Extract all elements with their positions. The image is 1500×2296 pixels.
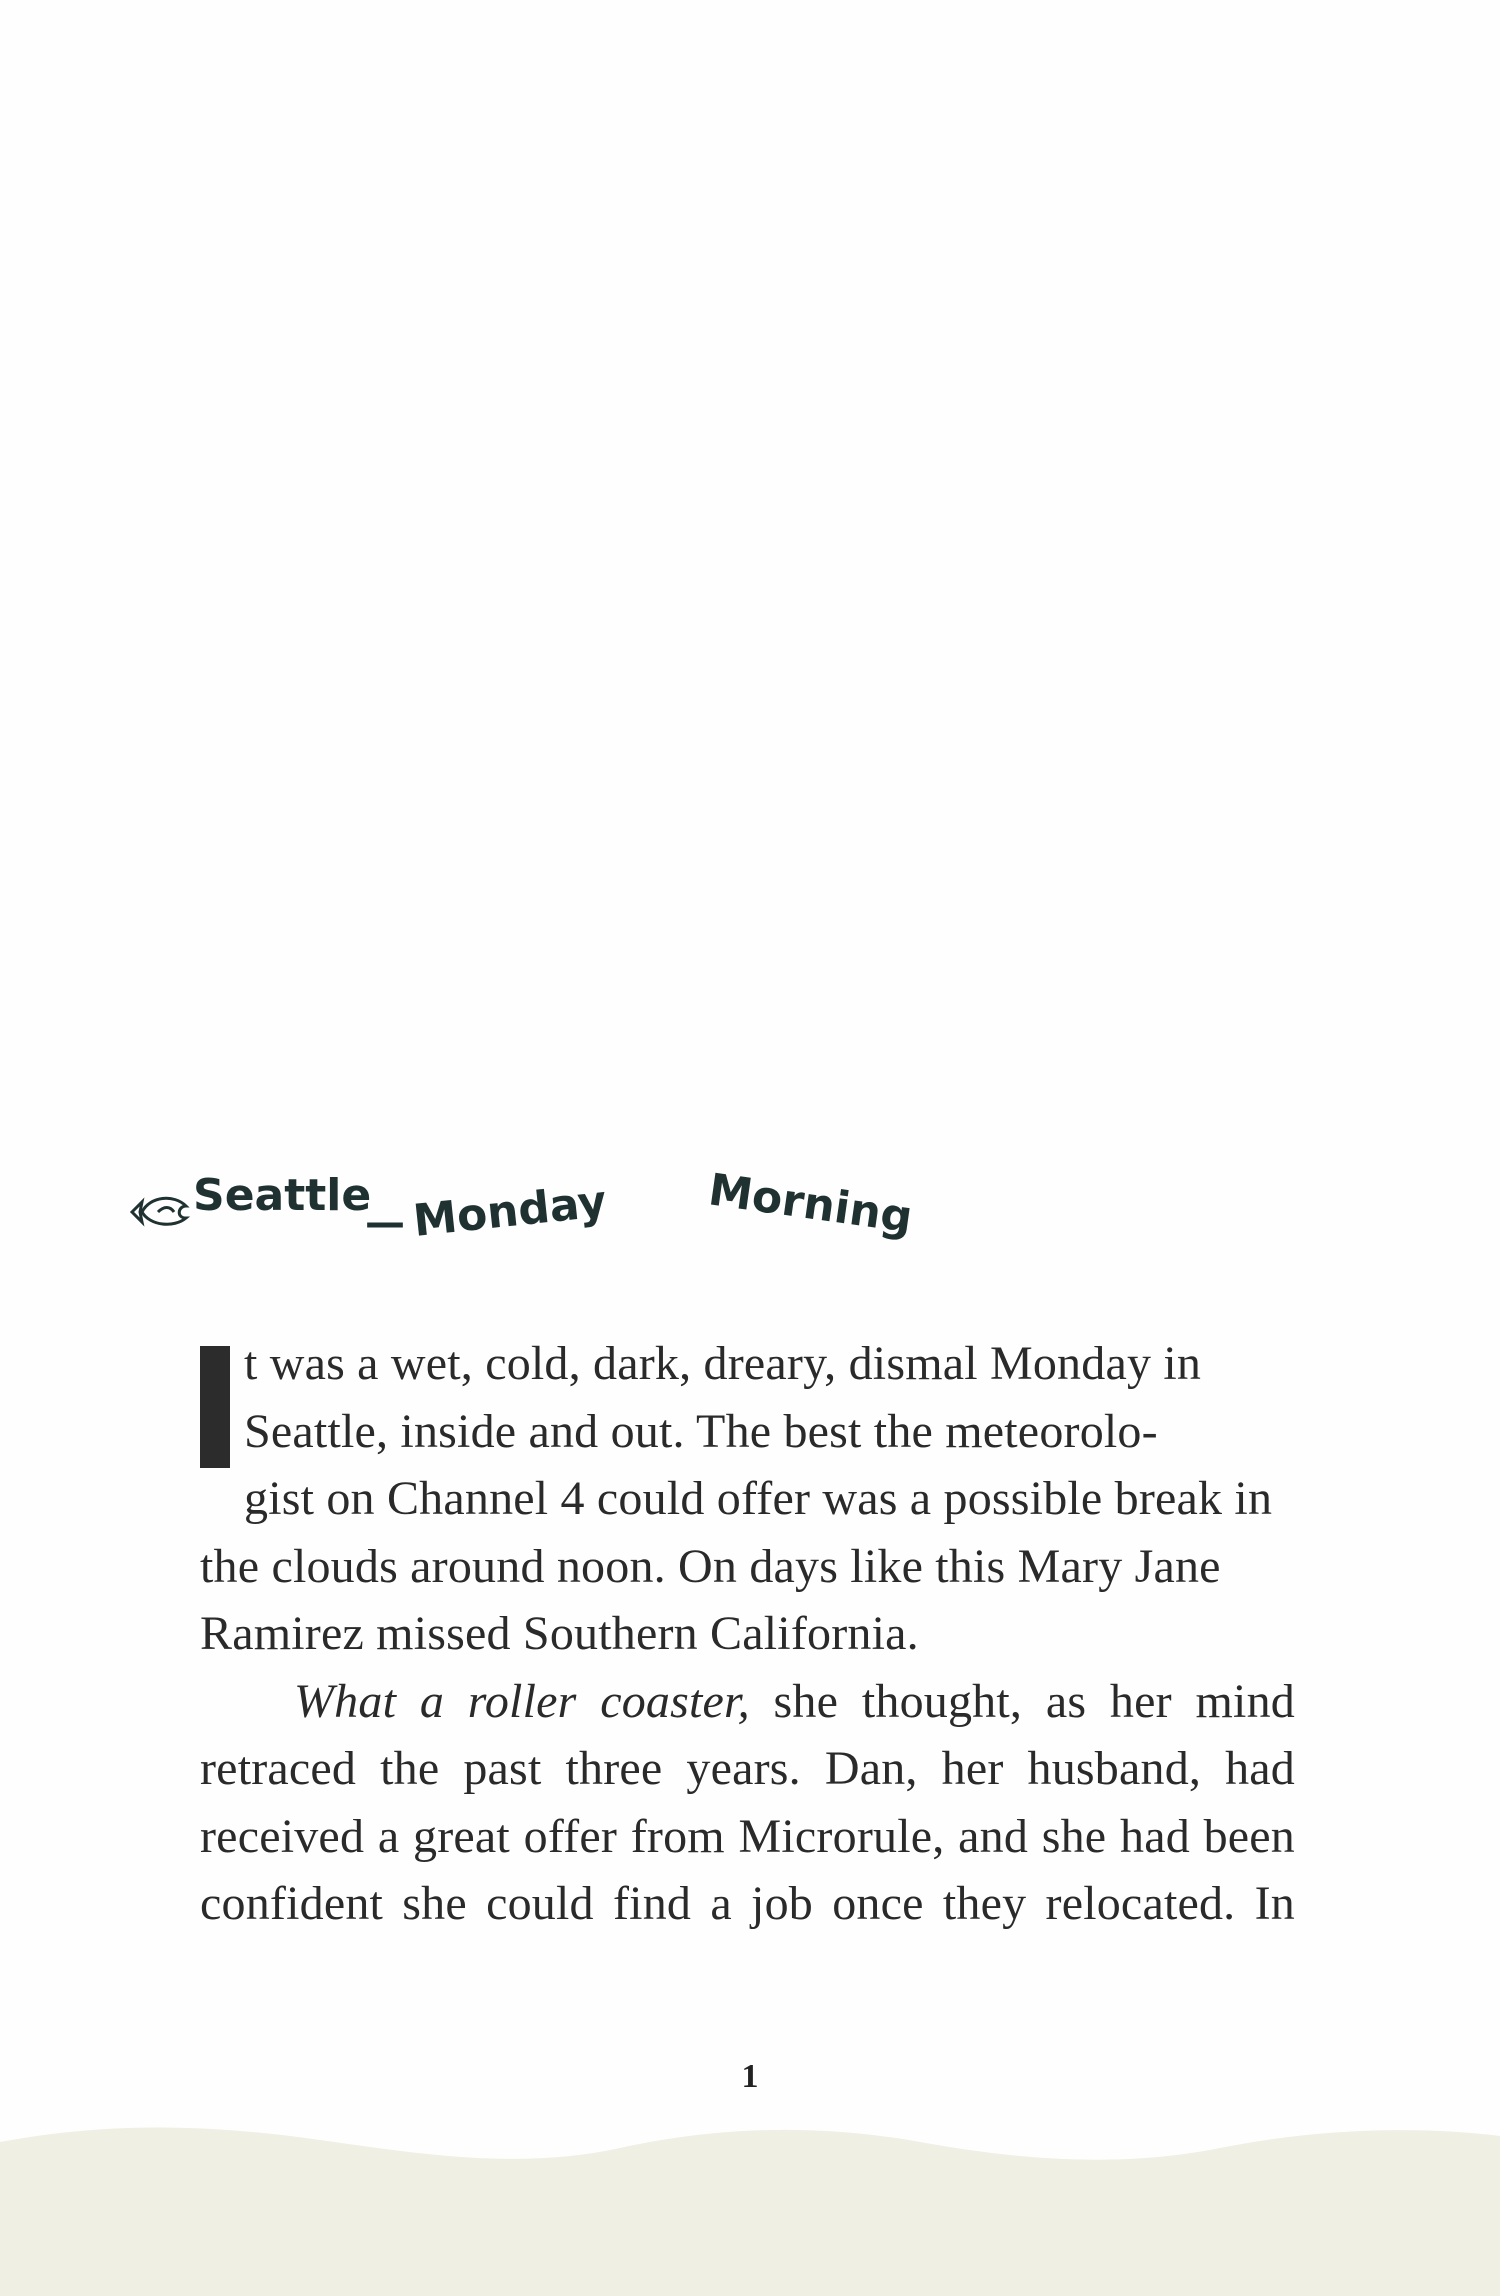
text-line: received a great offer from Microrule, and she had been	[200, 1809, 1295, 1863]
paragraph-2	[200, 1668, 1295, 1938]
text-line: the clouds around noon. On days like this Mary Jane	[200, 1539, 1221, 1593]
chapter-title-morning: Morning	[705, 1164, 916, 1244]
text-line: retraced the past three years. Dan, her husband, had	[200, 1742, 1295, 1795]
text-line: gist on Channel 4 could offer was a possible break in	[244, 1472, 1273, 1525]
fish-icon	[132, 1198, 186, 1224]
decorative-wave	[0, 2090, 1500, 2296]
text-line: Seattle, inside and out. The best the meteorolo-	[244, 1404, 1158, 1458]
text-line: t was a wet, cold, dark, dreary, dismal Monday in	[244, 1337, 1202, 1390]
chapter-title-monday: Monday	[410, 1175, 609, 1247]
chapter-title-seattle: Seattle	[193, 1170, 372, 1221]
body-text	[200, 1330, 1295, 1938]
text-line: confident she could find a job once they relocated. In	[200, 1877, 1295, 1930]
text-line	[200, 1668, 1295, 1736]
chapter-title-dash: —	[365, 1200, 405, 1246]
text-fragment: she thought, as her mind	[749, 1674, 1295, 1728]
text-line: Ramirez missed Southern California.	[200, 1607, 919, 1660]
paragraph-1	[200, 1330, 1295, 1668]
page-number: 1	[741, 2058, 759, 2095]
drop-cap	[200, 1346, 230, 1468]
italic-thought: What a roller coaster,	[294, 1674, 750, 1728]
chapter-heading	[125, 1140, 955, 1270]
